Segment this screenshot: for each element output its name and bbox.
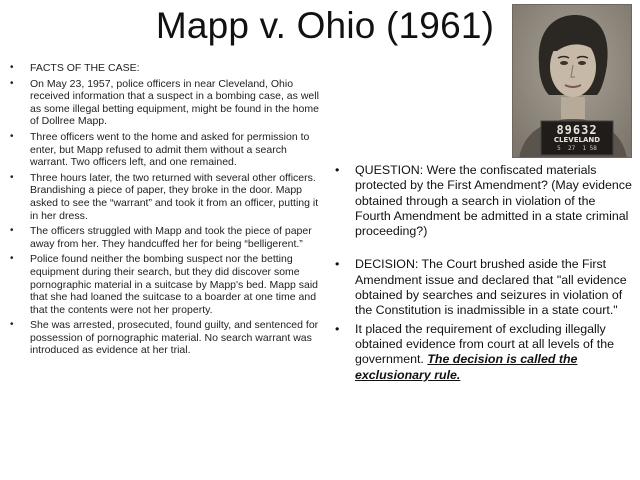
- placard-date: 5 27 1 58: [557, 145, 597, 152]
- list-item: [8, 131, 326, 169]
- fact-text: The officers struggled with Mapp and took the piece of paper away from her. They handcuffed her for being “belligerent.”: [30, 225, 312, 250]
- placard-city: CLEVELAND: [553, 136, 601, 144]
- mugshot-photo: [512, 4, 632, 158]
- exclusion-text: It placed the requirement of excluding illegally obtained evidence from court at all levels of the government.: [355, 321, 614, 367]
- slide-title: Mapp v. Ohio (1961): [155, 5, 495, 46]
- list-item: [8, 253, 326, 316]
- bullet: •: [10, 130, 14, 142]
- ruling-list: [333, 163, 633, 383]
- list-item: [8, 172, 326, 222]
- facts-heading-item: [8, 62, 326, 75]
- bullet: •: [335, 321, 340, 336]
- decision-item: [333, 257, 633, 318]
- list-item: [8, 319, 326, 357]
- fact-text: Police found neither the bombing suspect nor the betting equipment during their search, but they did discover some pornographic material in a suitcase by Mapp's bed. Mapp said that she had loaned the suitcase to a boarder at one time and that the contents were not her property.: [30, 253, 318, 316]
- bullet: •: [10, 171, 14, 183]
- bullet: •: [10, 253, 14, 265]
- decision-text: DECISION: The Court brushed aside the First Amendment issue and declared that "all evidence obtained by searches and seizures in violation of the Constitution is inadmissible in a state court.": [355, 257, 627, 318]
- question-item: [333, 163, 633, 239]
- facts-heading: FACTS OF THE CASE:: [30, 62, 140, 74]
- list-item: [8, 78, 326, 128]
- bullet: •: [335, 163, 340, 177]
- fact-text: On May 23, 1957, police officers in near Cleveland, Ohio received information that a suspect in a bombing case, as well as some illegal betting equipment, might be found in the home of Dollree Mapp.: [30, 77, 319, 128]
- placard-number: 89632: [556, 123, 598, 137]
- exclusionary-rule-emphasis: The decision is called the exclusionary rule.: [355, 352, 578, 382]
- bullet: •: [10, 225, 14, 237]
- exclusionary-rule-item: [333, 322, 633, 383]
- bullet: •: [10, 77, 14, 89]
- fact-text: Three hours later, the two returned with several other officers. Brandishing a piece of paper, they broke in the door. Mapp asked to see the “warrant” and took it from an officer, putting it in her dress.: [30, 171, 319, 222]
- facts-list: [8, 62, 326, 360]
- bullet: •: [10, 62, 14, 73]
- fact-text: Three officers went to the home and asked for permission to enter, but Mapp refused to admit them without a search warrant. Two officers left, and one remained.: [30, 130, 310, 169]
- bullet: •: [10, 319, 14, 331]
- bullet: •: [335, 257, 340, 272]
- list-item: [8, 225, 326, 250]
- fact-text: She was arrested, prosecuted, found guilty, and sentenced for possession of pornographic material. No search warrant was introduced as evidence at her trial.: [30, 319, 319, 357]
- question-text: QUESTION: Were the confiscated materials protected by the First Amendment? (May evidence obtained through a search in violation of the Fourth Amendment be admitted in a state criminal proceeding?): [355, 163, 632, 239]
